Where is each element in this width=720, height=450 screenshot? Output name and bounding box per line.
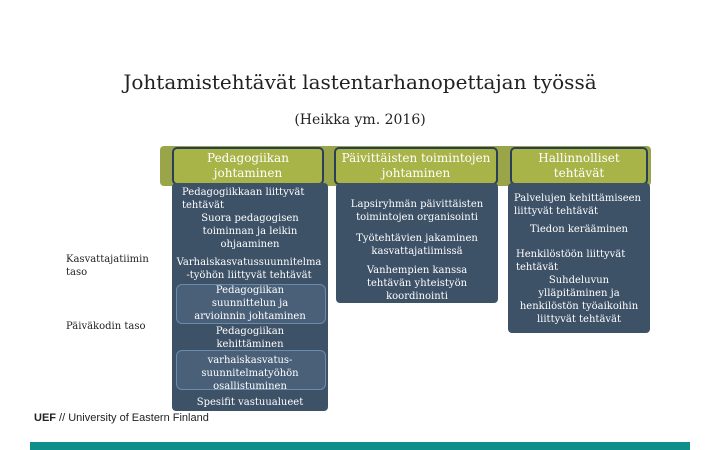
pedagogy-item: Pedagogiikan suunnittelun ja arvioinnin johtaminen	[194, 285, 306, 322]
header-daily-line-1: Päivittäisten toimintojen	[341, 151, 491, 165]
header-admin	[510, 147, 648, 185]
header-admin-line-1: Hallinnolliset	[538, 151, 620, 165]
header-pedagogy-line-1: Pedagogiikan	[207, 151, 289, 165]
admin-item: Henkilöstöön liittyvät tehtävät	[516, 249, 626, 273]
header-daily	[334, 147, 498, 185]
pedagogy-item: Suora pedagogisen toiminnan ja leikin ohjaaminen	[201, 213, 299, 250]
footer-brand	[34, 412, 209, 424]
pedagogy-item: Varhaiskasvatussuunnitelma -työhön liittyvät tehtävät	[176, 257, 322, 281]
daily-item: Vanhempien kanssa tehtävän yhteistyön koordinointi	[366, 265, 468, 302]
pedagogy-item: Spesifit vastuualueet	[196, 397, 304, 408]
admin-item: Palvelujen kehittämiseen liittyvät tehtävät	[514, 193, 641, 217]
pedagogy-item: Pedagogiikkaan liittyvät tehtävät	[182, 187, 305, 211]
header-daily-line-2: johtaminen	[381, 166, 451, 180]
daily-item: Työtehtävien jakaminen kasvattajatiimissä	[356, 233, 478, 257]
admin-item: Tiedon kerääminen	[530, 224, 628, 235]
slide-subtitle: (Heikka ym. 2016)	[294, 112, 426, 128]
pedagogy-item: Pedagogiikan kehittäminen	[215, 326, 285, 350]
footer-bar	[30, 442, 690, 450]
pedagogy-item: varhaiskasvatus- suunnitelmatyöhön osallistuminen	[201, 355, 299, 392]
slide-title: Johtamistehtävät lastentarhanopettajan työssä	[123, 70, 597, 94]
header-pedagogy	[172, 147, 324, 185]
uef-logo-text: UEF	[34, 412, 56, 424]
daily-item: Lapsiryhmän päivittäisten toimintojen organisointi	[350, 199, 484, 223]
header-pedagogy-line-2: johtaminen	[213, 166, 283, 180]
row-label-team: Kasvattajatiimin taso	[66, 254, 149, 278]
footer-separator: //	[56, 412, 69, 424]
row-label-unit: Päiväkodin taso	[66, 321, 146, 332]
footer-org: University of Eastern Finland	[68, 412, 209, 424]
admin-item: Suhdeluvun ylläpitäminen ja henkilöstön työaikoihin liittyvät tehtävät	[519, 275, 639, 325]
header-admin-line-2: tehtävät	[553, 166, 605, 180]
